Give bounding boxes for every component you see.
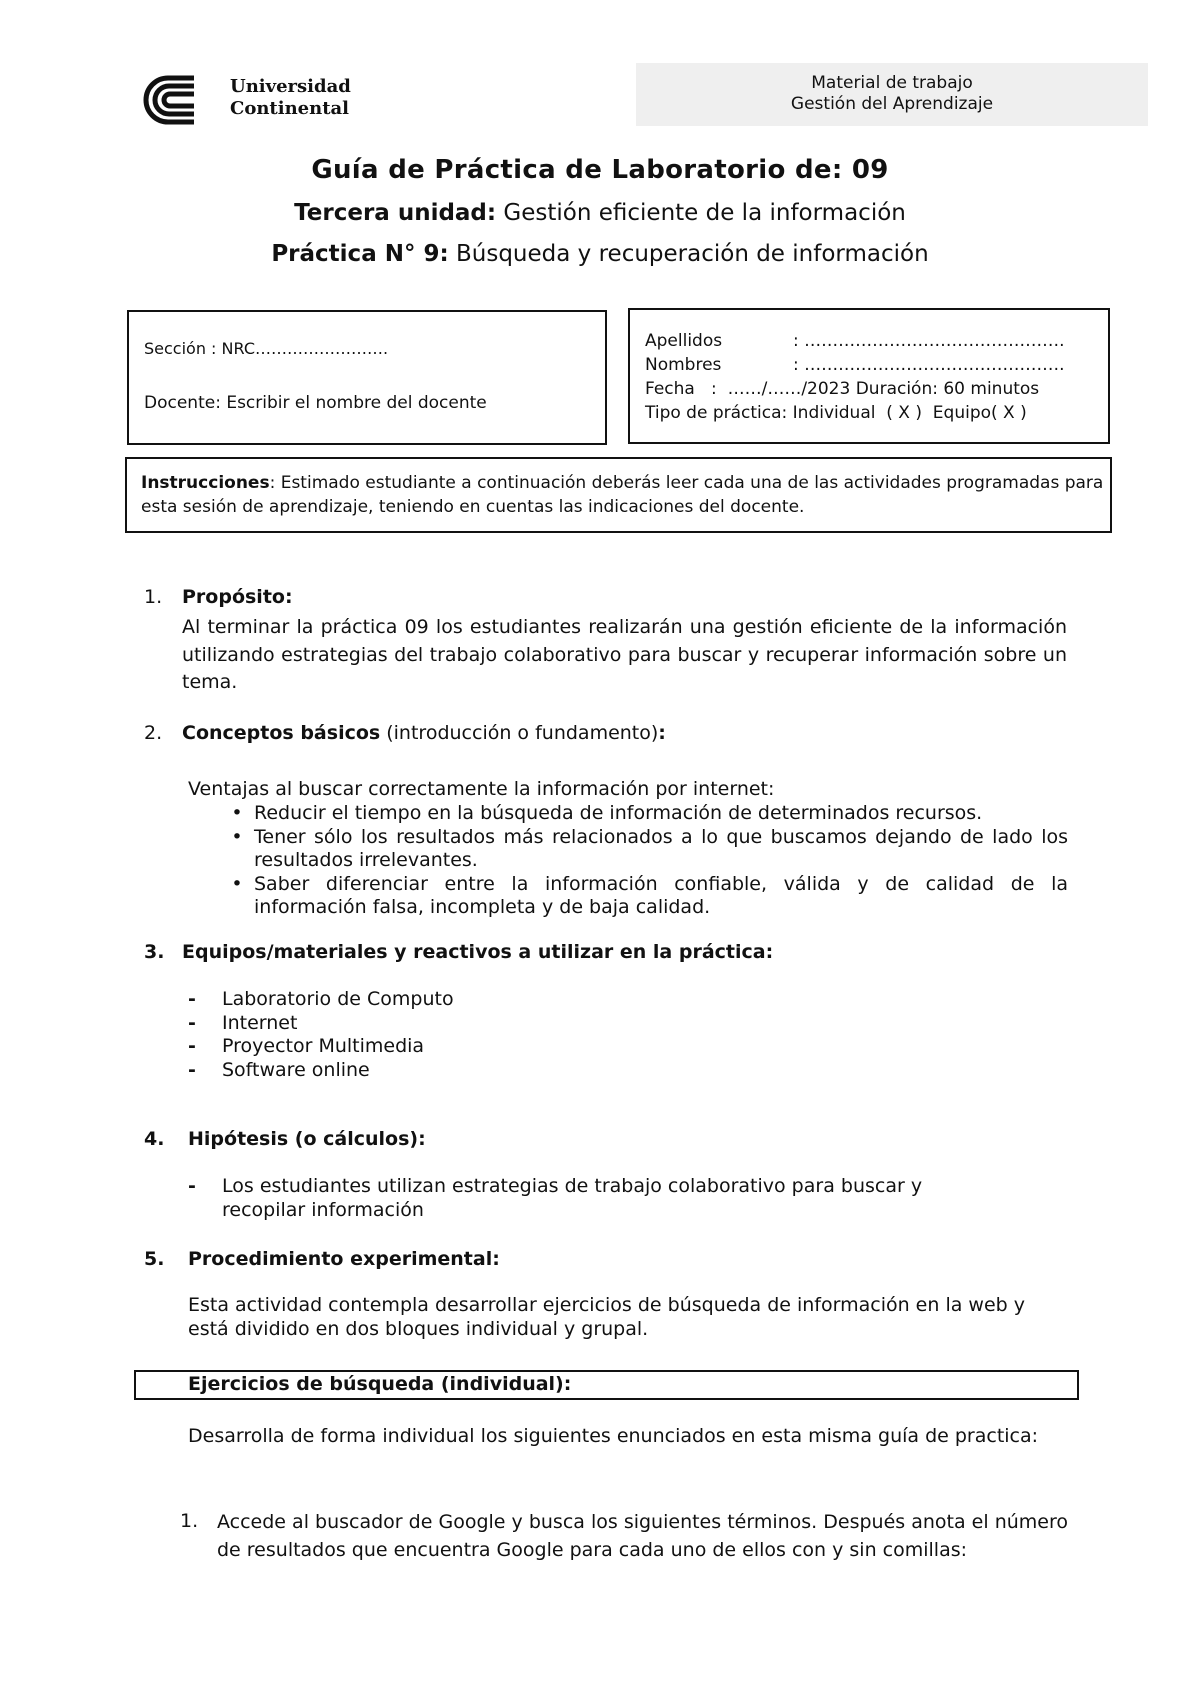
exercise-1-number: 1. [180, 1510, 199, 1532]
exercises-heading: Ejercicios de búsqueda (individual): [188, 1373, 572, 1395]
exercises-intro: Desarrolla de forma individual los siguientes enunciados en esta misma guía de practica: [188, 1425, 1039, 1447]
s4-title: Hipótesis (o cálculos): [188, 1128, 426, 1150]
practice-label: Práctica N° 9: [271, 241, 449, 267]
unit-label: Tercera unidad: [294, 200, 497, 226]
surname-row [645, 329, 1108, 353]
instructions-label: Instrucciones [141, 473, 270, 493]
dash-icon: - [188, 1175, 196, 1197]
s2-title-colon: : [658, 722, 666, 744]
s2-bullet-list [220, 802, 1068, 920]
s1-title: Propósito: [182, 586, 293, 608]
list-item: - Laboratorio de Computo [188, 988, 454, 1010]
instructions-box [125, 457, 1112, 533]
s5-number: 5. [144, 1248, 165, 1270]
bullet-icon: • [231, 802, 243, 824]
dash-icon: - [188, 988, 196, 1010]
s3-number: 3. [144, 941, 165, 963]
header-material: Material de trabajo [811, 73, 973, 93]
logo-c-icon [142, 72, 222, 128]
unit-value: Gestión eficiente de la información [496, 200, 906, 226]
s2-title-line [182, 720, 666, 747]
list-item: - Software online [188, 1058, 370, 1081]
names-label: Nombres [645, 355, 722, 375]
practice-value: Búsqueda y recuperación de información [448, 241, 929, 267]
s1-number: 1. [144, 586, 163, 608]
names-row [645, 353, 1108, 377]
s1-text: Al terminar la práctica 09 los estudiantes realizarán una gestión eficiente de la información utilizando estrategias del trabajo colaborativo para buscar y recuperar información sobre un tema. [182, 616, 1067, 693]
exercise-1-text: Accede al buscador de Google y busca los siguientes términos. Después anota el número de resultados que encuentra Google para cada uno de ellos con y sin comillas: [217, 1511, 1068, 1561]
dash-icon: - [188, 1011, 196, 1034]
s5-title: Procedimiento experimental: [188, 1248, 500, 1270]
student-info-box [628, 308, 1110, 444]
practice-title [0, 241, 1200, 267]
teacher-field: Docente: Escribir el nombre del docente [144, 393, 487, 413]
bullet-icon: • [231, 872, 243, 895]
s4-dash-list [188, 1175, 988, 1222]
surname-label: Apellidos [645, 331, 723, 351]
s3-dash-list [188, 988, 888, 1082]
section-teacher-box [127, 310, 607, 445]
date-row: Fecha : ……/……/2023 Duración: 60 minutos [645, 379, 1040, 399]
instructions-text: : Estimado estudiante a continuación deberás leer cada una de las actividades programadas para esta sesión de aprendizaje, teniendo en cuentas las indicaciones del docente. [141, 473, 1104, 517]
section-field: Sección : NRC……………………. [144, 339, 389, 358]
surname-value: : ………………………………………. [793, 331, 1065, 351]
logo-line-2: Continental [230, 98, 350, 119]
page-title: Guía de Práctica de Laboratorio de: 09 [311, 155, 889, 185]
bullet-icon: • [231, 825, 243, 848]
dash-icon: - [188, 1058, 196, 1081]
s2-title: Conceptos básicos [182, 722, 381, 744]
practice-type-row: Tipo de práctica: Individual ( X ) Equipo( X ) [645, 403, 1027, 423]
logo-text [230, 76, 351, 120]
s4-number: 4. [144, 1128, 165, 1150]
list-item: • Tener sólo los resultados más relacionados a lo que buscamos dejando de lado los resultados irrelevantes. [220, 826, 1068, 873]
dash-icon: - [188, 1035, 196, 1057]
list-item: - Proyector Multimedia [188, 1035, 425, 1057]
names-value: : ………………………………………. [793, 355, 1065, 375]
list-item: • Saber diferenciar entre la información confiable, válida y de calidad de la información falsa, incompleta y de baja calidad. [220, 873, 1068, 920]
logo-line-1: Universidad [230, 76, 351, 97]
header-info-box [636, 63, 1148, 126]
s3-title: Equipos/materiales y reactivos a utilizar en la práctica: [182, 941, 774, 963]
s2-title-rest: (introducción o fundamento) [380, 722, 659, 744]
header-gestion: Gestión del Aprendizaje [790, 94, 994, 114]
list-item: - Internet [188, 1011, 298, 1034]
s5-text: Esta actividad contempla desarrollar ejercicios de búsqueda de información en la web y está dividido en dos bloques individual y grupal. [188, 1294, 1025, 1340]
list-item: • Reducir el tiempo en la búsqueda de información de determinados recursos. [220, 802, 1068, 826]
s2-intro: Ventajas al buscar correctamente la información por internet: [188, 778, 775, 800]
exercises-heading-box [134, 1370, 1079, 1400]
unit-title [0, 200, 1200, 226]
list-item: - Los estudiantes utilizan estrategias de trabajo colaborativo para buscar y recopilar información [188, 1175, 923, 1221]
s2-number: 2. [144, 722, 163, 744]
